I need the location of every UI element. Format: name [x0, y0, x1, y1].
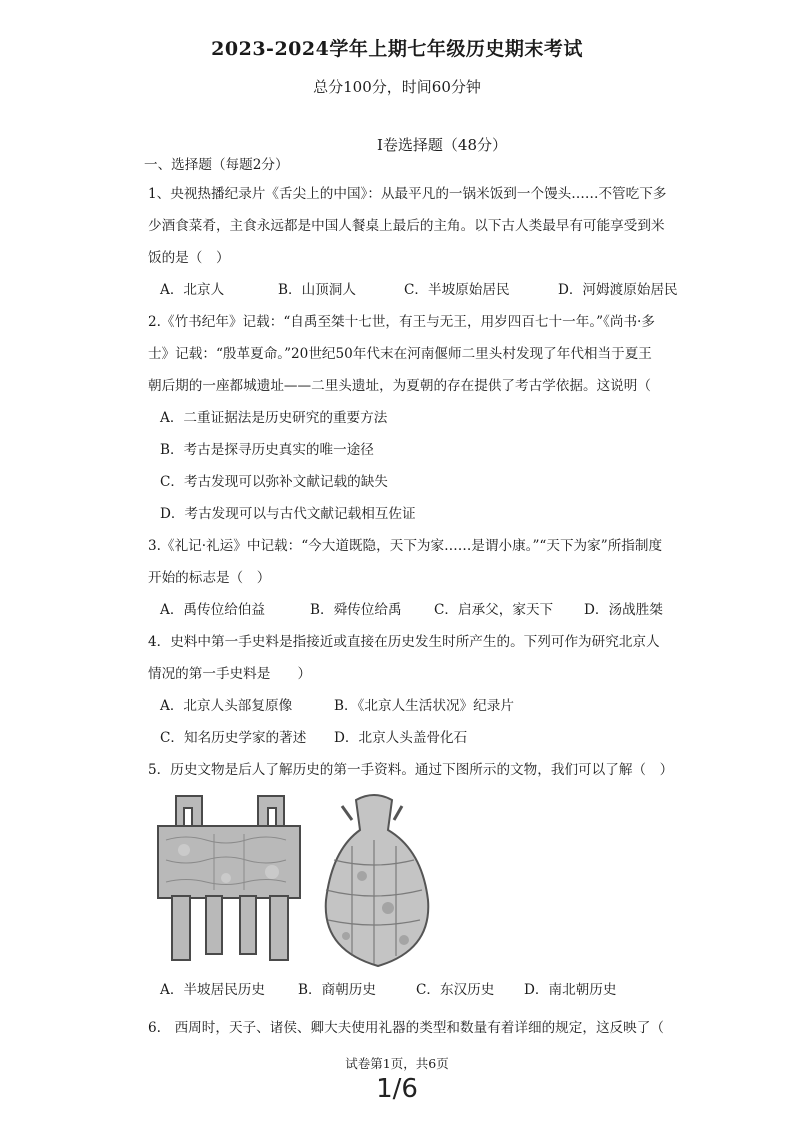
- question-4-line-2: 情况的第一手史料是 ）: [148, 666, 312, 682]
- question-3-option-b[interactable]: B．舜传位给禹: [310, 602, 402, 618]
- question-4-options-row-1: [148, 690, 688, 722]
- part-heading: 一、选择题（每题2分）: [144, 157, 289, 173]
- exam-title: 2023-2024学年上期七年级历史期末考试: [211, 38, 583, 60]
- question-3-option-c[interactable]: C．启承父，家天下: [434, 602, 554, 618]
- question-1-option-c[interactable]: C．半坡原始居民: [404, 282, 510, 298]
- question-4: [148, 626, 688, 754]
- question-3-options: [148, 594, 688, 626]
- question-4-option-c[interactable]: C．知名历史学家的著述: [160, 730, 307, 746]
- exam-content: [144, 152, 688, 1044]
- question-4-option-d[interactable]: D．北京人头盖骨化石: [334, 730, 468, 746]
- question-2-option-c[interactable]: C．考古发现可以弥补文献记载的缺失: [160, 474, 388, 490]
- question-2: [148, 306, 688, 530]
- bronze-ding-image: [154, 790, 304, 966]
- question-1-line-3: 饭的是（ ）: [148, 250, 230, 266]
- question-2-line-3: 朝后期的一座都城遗址——二里头遗址，为夏朝的存在提供了考古学依据。这说明（: [148, 378, 651, 394]
- question-1-option-b[interactable]: B．山顶洞人: [278, 282, 356, 298]
- question-5: [148, 754, 688, 1006]
- question-5-line-1: 5．历史文物是后人了解历史的第一手资料。通过下图所示的文物，我们可以了解（ ）: [148, 762, 674, 778]
- page-footer: 试卷第1页，共6页: [345, 1056, 449, 1071]
- question-4-options-row-2: [148, 722, 688, 754]
- question-3-line-2: 开始的标志是（ ）: [148, 570, 271, 586]
- question-1-option-d[interactable]: D．河姆渡原始居民: [558, 282, 678, 298]
- question-6-line-1: 6. 西周时，天子、诸侯、卿大夫使用礼器的类型和数量有着详细的规定，这反映了（: [148, 1020, 664, 1036]
- question-1-option-a[interactable]: A．北京人: [160, 282, 225, 298]
- section-title: Ⅰ卷选择题（48分）: [376, 136, 507, 154]
- exam-subtitle: 总分100分，时间60分钟: [313, 78, 481, 96]
- question-2-option-d[interactable]: D．考古发现可以与古代文献记载相互佐证: [160, 506, 416, 522]
- question-5-option-c[interactable]: C．东汉历史: [416, 982, 495, 998]
- question-3-line-1: 3.《礼记·礼运》中记载：“今大道既隐，天下为家……是谓小康。”“天下为家”所指制度: [148, 538, 663, 554]
- question-2-option-a[interactable]: A．二重证据法是历史研究的重要方法: [160, 410, 388, 426]
- page-indicator: 1/6: [376, 1074, 418, 1104]
- bronze-vessel-image: [312, 790, 436, 972]
- question-4-option-b[interactable]: B．《北京人生活状况》纪录片: [334, 698, 514, 714]
- question-5-option-a[interactable]: A．半坡居民历史: [160, 982, 265, 998]
- question-1-line-2: 少酒食菜肴，主食永远都是中国人餐桌上最后的主角。以下古人类最早有可能享受到米: [148, 218, 665, 234]
- question-1-line-1: 1、央视热播纪录片《舌尖上的中国》：从最平凡的一锅米饭到一个馒头……不管吃下多: [148, 186, 667, 202]
- question-5-option-d[interactable]: D．南北朝历史: [524, 982, 617, 998]
- artifact-figures: [148, 790, 688, 974]
- question-6: [148, 1012, 688, 1044]
- question-2-line-1: 2.《竹书纪年》记载：“自禹至桀十七世，有王与无王，用岁四百七十一年。”《尚书·多: [148, 314, 655, 330]
- question-3-option-a[interactable]: A．禹传位给伯益: [160, 602, 265, 618]
- question-4-option-a[interactable]: A．北京人头部复原像: [160, 698, 293, 714]
- question-2-option-b[interactable]: B．考古是探寻历史真实的唯一途径: [160, 442, 374, 458]
- question-4-line-1: 4．史料中第一手史料是指接近或直接在历史发生时所产生的。下列可作为研究北京人: [148, 634, 660, 650]
- question-3-option-d[interactable]: D．汤战胜桀: [584, 602, 663, 618]
- question-5-options: [148, 974, 688, 1006]
- question-5-option-b[interactable]: B．商朝历史: [298, 982, 376, 998]
- question-3: [148, 530, 688, 626]
- question-1: [148, 178, 688, 306]
- question-2-line-2: 士》记载：“殷革夏命。”20世纪50年代末在河南偃师二里头村发现了年代相当于夏王: [148, 346, 652, 362]
- question-1-options: [148, 274, 688, 306]
